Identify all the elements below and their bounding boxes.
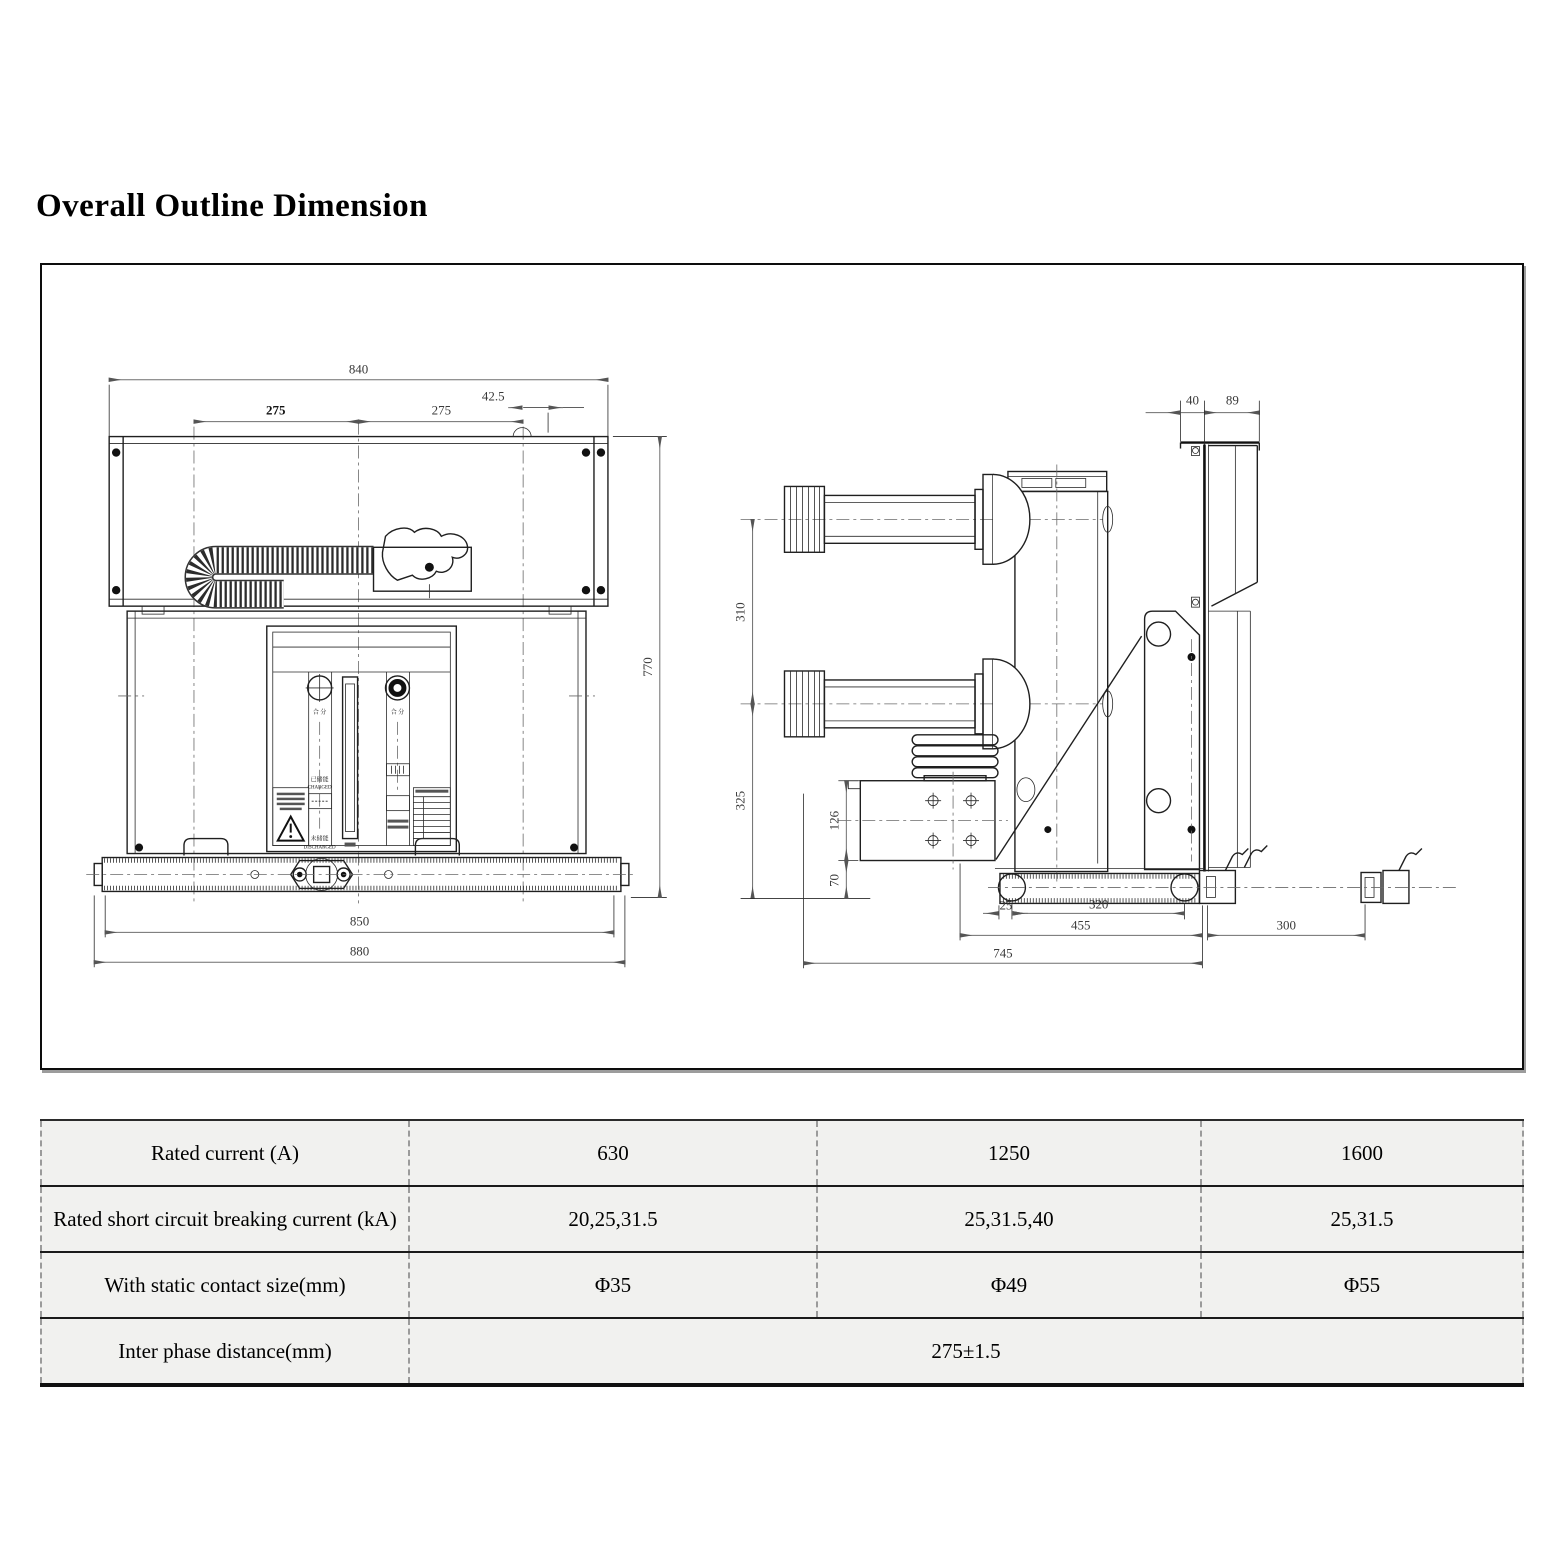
dimension-label: 455 bbox=[1071, 917, 1091, 933]
cell-value: Φ55 bbox=[1201, 1252, 1523, 1318]
spec-table bbox=[40, 1119, 1524, 1387]
dimension-label: 745 bbox=[993, 945, 1013, 961]
dimension-label: 275 bbox=[266, 402, 286, 418]
table-row-static-contact-size bbox=[41, 1252, 1523, 1318]
table-row-breaking-current bbox=[41, 1186, 1523, 1252]
panel-label: DISCHARGED bbox=[303, 845, 336, 851]
cell-value: Φ35 bbox=[409, 1252, 817, 1318]
dimension-label: 320 bbox=[1088, 896, 1109, 912]
dimension-label: 300 bbox=[1276, 917, 1296, 933]
panel-label: CHARGED bbox=[307, 785, 332, 791]
row-label: Rated short circuit breaking current (kA) bbox=[41, 1186, 409, 1252]
detached-bracket bbox=[1361, 849, 1422, 904]
table-row-inter-phase-distance bbox=[41, 1318, 1523, 1385]
dimension-label: 42.5 bbox=[481, 388, 505, 404]
side-frame-plate bbox=[1145, 611, 1200, 869]
cell-value-merged: 275±1.5 bbox=[409, 1318, 1523, 1385]
dimension-label: 310 bbox=[732, 602, 748, 622]
dimension-label: 770 bbox=[639, 657, 655, 677]
dimension-label: 880 bbox=[349, 943, 370, 959]
dimension-label: 40 bbox=[1186, 392, 1199, 408]
mounting-plate bbox=[838, 772, 1008, 870]
row-label: With static contact size(mm) bbox=[41, 1252, 409, 1318]
table-row-rated-current bbox=[41, 1120, 1523, 1186]
base-rail bbox=[86, 858, 637, 892]
outline-drawing bbox=[42, 265, 1522, 1068]
cell-value: 25,31.5,40 bbox=[817, 1186, 1201, 1252]
cell-value: 25,31.5 bbox=[1201, 1186, 1523, 1252]
outline-drawing-panel bbox=[40, 263, 1524, 1070]
panel-label: 未储能 bbox=[310, 836, 329, 843]
dimension-label: 25 bbox=[999, 897, 1013, 913]
interlock-bracket bbox=[1199, 849, 1248, 904]
cell-value: Φ49 bbox=[817, 1252, 1201, 1318]
position-sight-window bbox=[343, 677, 358, 839]
row-label: Inter phase distance(mm) bbox=[41, 1318, 409, 1385]
dimension-label: 325 bbox=[732, 790, 748, 811]
cell-value: 1250 bbox=[817, 1120, 1201, 1186]
cell-value: 20,25,31.5 bbox=[409, 1186, 817, 1252]
dimension-label: 126 bbox=[826, 810, 842, 831]
front-view-drawing bbox=[86, 362, 667, 968]
latch-lever bbox=[374, 528, 472, 598]
control-panel bbox=[267, 626, 457, 851]
dimension-label: 850 bbox=[349, 913, 370, 929]
warning-label bbox=[273, 788, 309, 846]
dimension-label: 70 bbox=[826, 873, 842, 887]
nameplate bbox=[413, 788, 450, 846]
bellows bbox=[912, 735, 998, 781]
row-label: Rated current (A) bbox=[41, 1120, 409, 1186]
cell-value: 1600 bbox=[1201, 1120, 1523, 1186]
dimension-label: 840 bbox=[348, 361, 369, 377]
panel-label: 已储能 bbox=[310, 777, 329, 784]
side-view-drawing bbox=[733, 393, 1459, 969]
cell-value: 630 bbox=[409, 1120, 817, 1186]
flexible-conduit bbox=[199, 560, 374, 594]
dimension-label: 275 bbox=[431, 402, 452, 418]
panel-label: 合 分 bbox=[390, 709, 405, 716]
dimension-label: 89 bbox=[1225, 392, 1239, 408]
page-title: Overall Outline Dimension bbox=[36, 188, 428, 224]
panel-label: 合 分 bbox=[312, 709, 327, 716]
